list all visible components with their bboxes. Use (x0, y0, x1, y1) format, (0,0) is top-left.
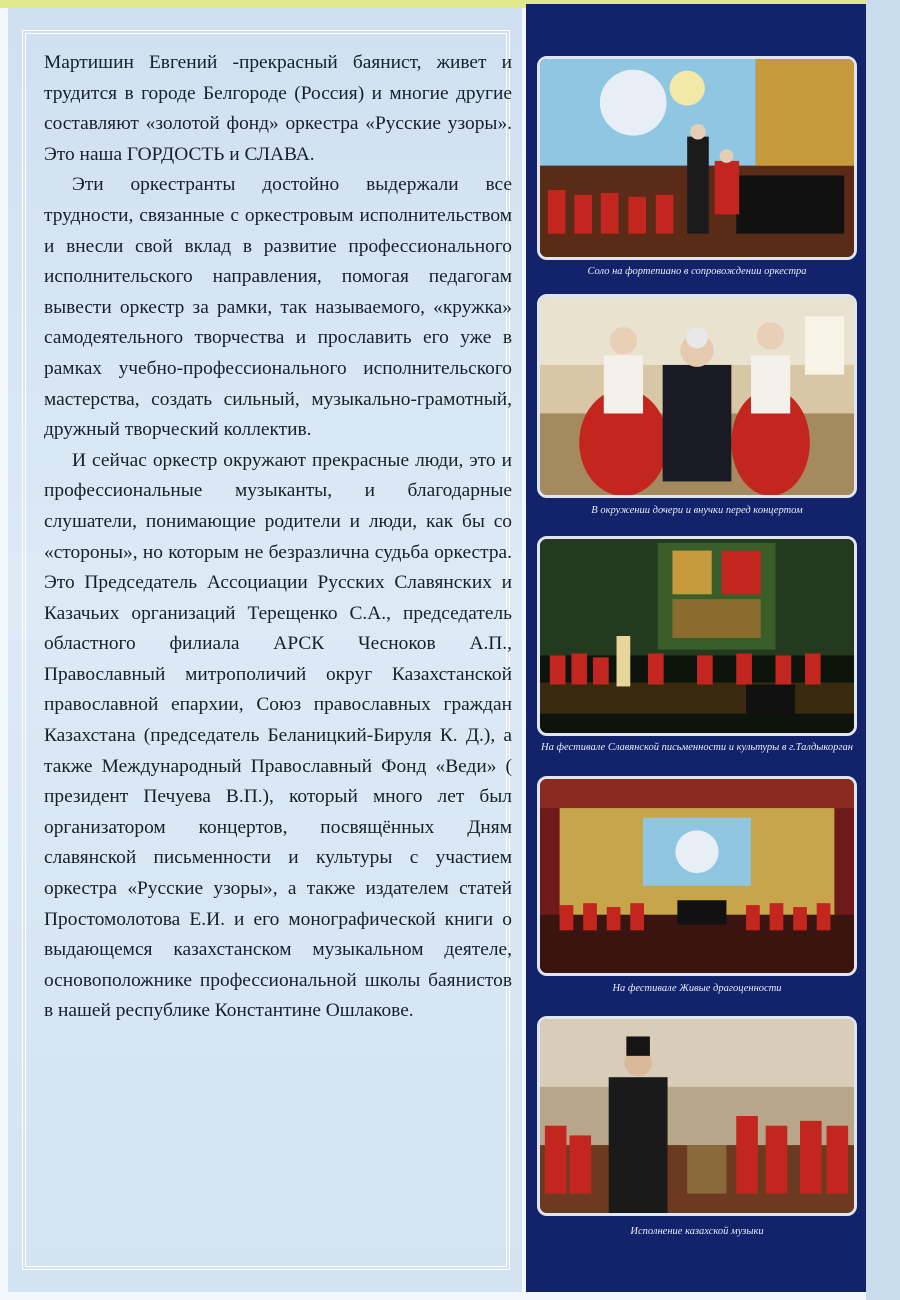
caption-1: Соло на фортепиано в сопровождении оркестра (587, 266, 807, 277)
paragraph-3: И сейчас оркестр окружают прекрасные люди, это и профессиональные музыканты, и благодарные слушатели, понимающие родители и люди, как бы со «стороны», но которым не безразлична судьба оркестра. Это Председатель Ассоциации Русских Славянских и Казачьих организаций Терещенко С.А., председатель областного филиала АРСК Чесноков А.П., Православный митрополичий округ Казахстанской православной епархии, Союз православных граждан Казахстана (председатель Беланицкий-Бируля К. Д.), а также Международный Православный Фонд «Веди» ( президент Печуева В.П.), который много лет был организатором концертов, посвящённых Дням славянской письменности и культуры с участием оркестра «Русские узоры», а также издателем статей Простомолотова Е.И. и его монографической книги о выдающемся казахстанском музыкальном деятеле, основоположнике профессиональной школы баянистов в нашей республике Константине Ошлакове. (44, 449, 512, 1022)
caption-5: Исполнение казахской музыки (630, 1226, 764, 1237)
photo-family-portrait (537, 294, 857, 498)
caption-3: На фестивале Славянской письменности и культуры в г.Талдыкорган (541, 742, 853, 753)
caption-4: На фестивале Живые драгоценности (612, 983, 782, 994)
photo-conductor (537, 1016, 857, 1216)
page-edge (866, 0, 900, 1300)
photo-concert-hall (537, 776, 857, 976)
paragraph-2: Эти оркестранты достойно выдержали все трудности, связанные с оркестровым исполнительством и внесли свой вклад в развитие профессионального исполнительского направления, помогая педагогам вывести оркестр за рамки, так называемого, «кружка» самодеятельного творчества и прославить его уже в рамках учебно-профессионального исполнительского мастерства, создать сильный, музыкально-грамотный, дружный творческий коллектив. (44, 174, 512, 441)
article-text (44, 48, 512, 1027)
paragraph-1: Мартишин Евгений -прекрасный баянист, живет и трудится в городе Белгороде (Россия) и многие другие составляют «золотой фонд» оркестра «Русские узоры». Это наша ГОРДОСТЬ и СЛАВА. (44, 52, 512, 165)
caption-2: В окружении дочери и внучки перед концертом (591, 505, 803, 516)
photo-piano-solo (537, 56, 857, 260)
photo-festival-stage (537, 536, 857, 736)
